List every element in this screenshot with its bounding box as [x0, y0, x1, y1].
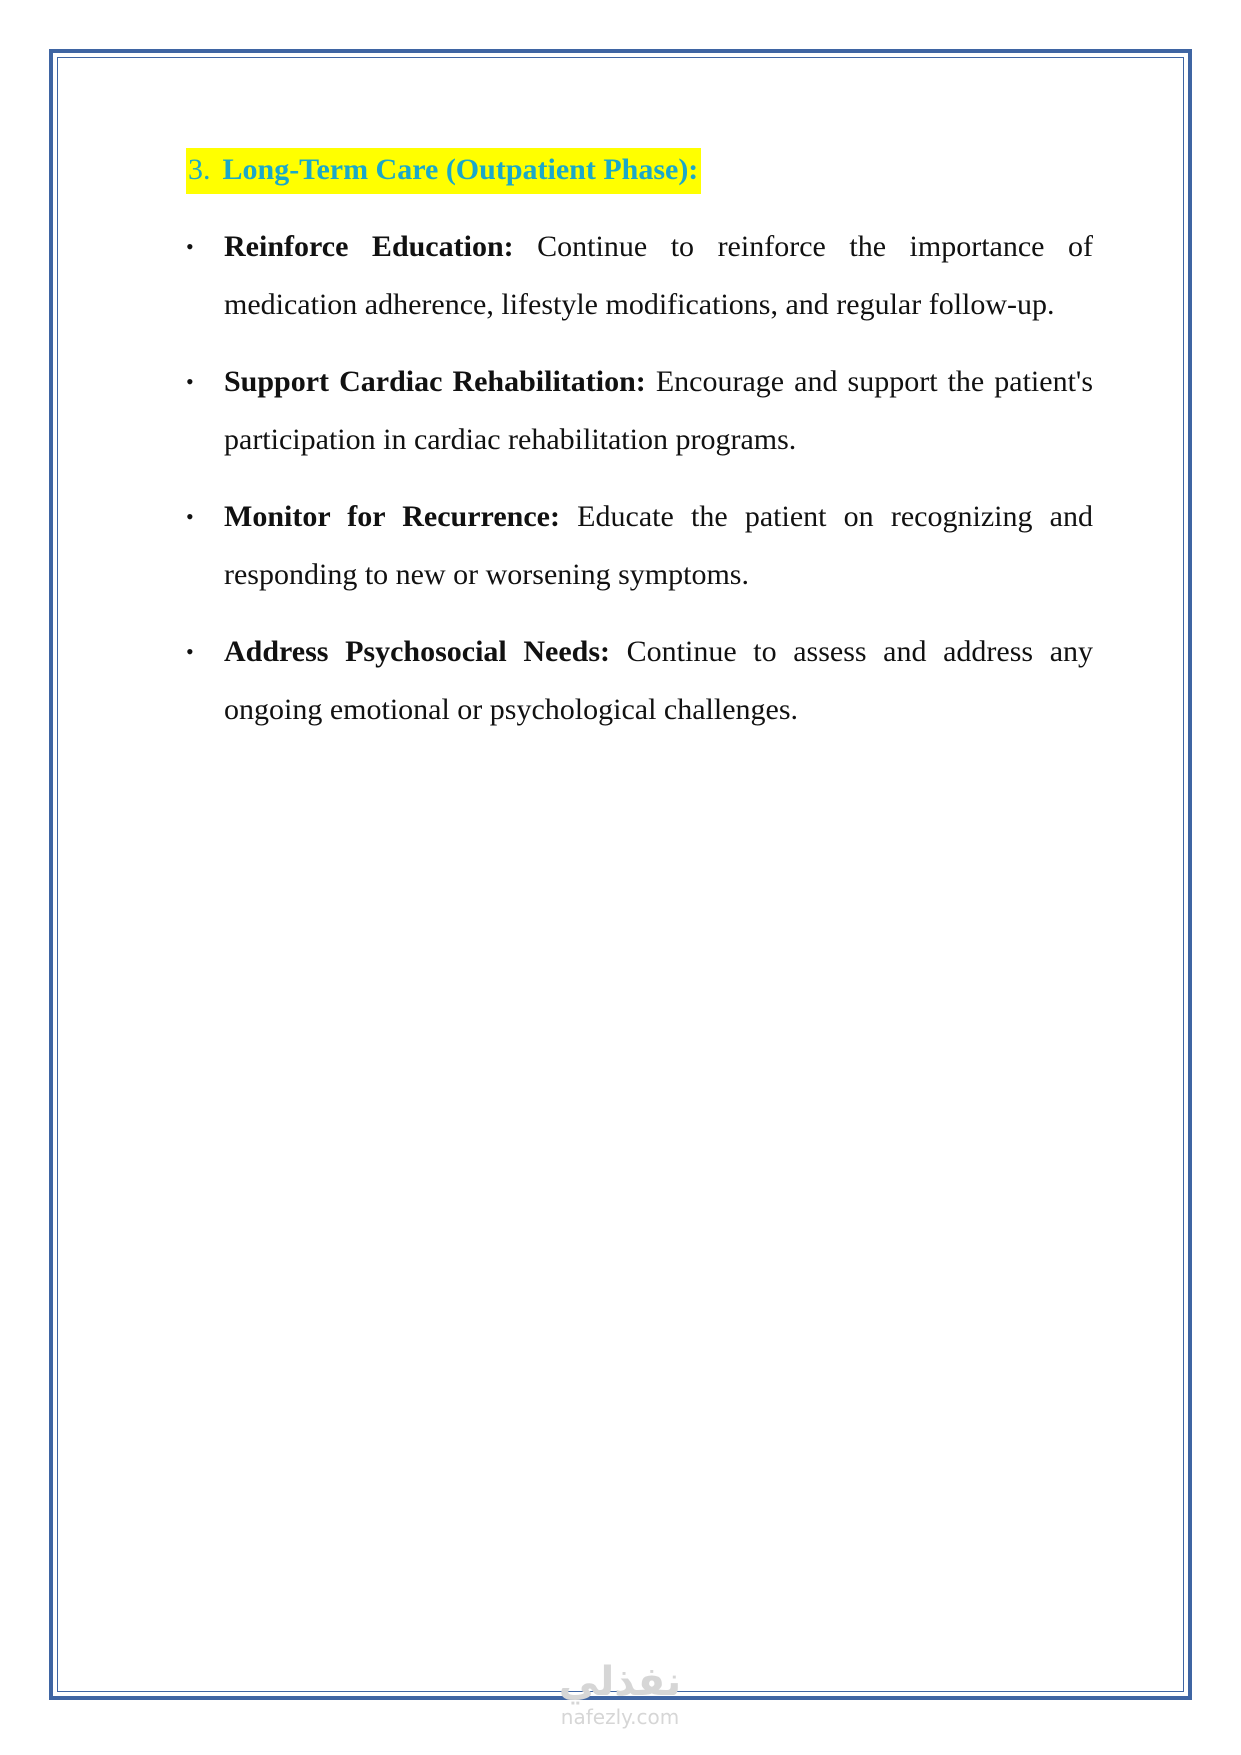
watermark-site: nafezly.com: [560, 1705, 680, 1729]
bullet-icon: •: [186, 369, 194, 394]
section-number: 3.: [188, 153, 211, 186]
item-title: Monitor for Recurrence:: [224, 500, 560, 533]
list-item: [186, 488, 1093, 604]
section-title: Long-Term Care (Outpatient Phase):: [222, 153, 699, 186]
item-title: Address Psychosocial Needs:: [224, 635, 611, 668]
list-item: [186, 623, 1093, 739]
item-text: Continue to reinforce the importance of medication adherence, lifestyle modifications, and regular follow-up.: [224, 230, 1094, 321]
watermark: [540, 1660, 700, 1730]
list-item: [186, 353, 1093, 469]
bullet-icon: •: [186, 639, 194, 664]
item-text: Encourage and support the patient's participation in cardiac rehabilitation programs.: [224, 365, 1093, 456]
bullet-list: [186, 218, 1093, 739]
item-text: Continue to assess and address any ongoing emotional or psychological challenges.: [224, 635, 1094, 726]
item-title: Support Cardiac Rehabilitation:: [224, 365, 646, 398]
watermark-logo: نفذلي: [558, 1659, 682, 1705]
document-content: [186, 148, 1093, 758]
bullet-icon: •: [186, 234, 194, 259]
list-item: [186, 218, 1093, 334]
item-text: Educate the patient on recognizing and responding to new or worsening symptoms.: [224, 500, 1093, 591]
bullet-icon: •: [186, 504, 194, 529]
section-heading: [186, 148, 701, 194]
item-title: Reinforce Education:: [224, 230, 514, 263]
